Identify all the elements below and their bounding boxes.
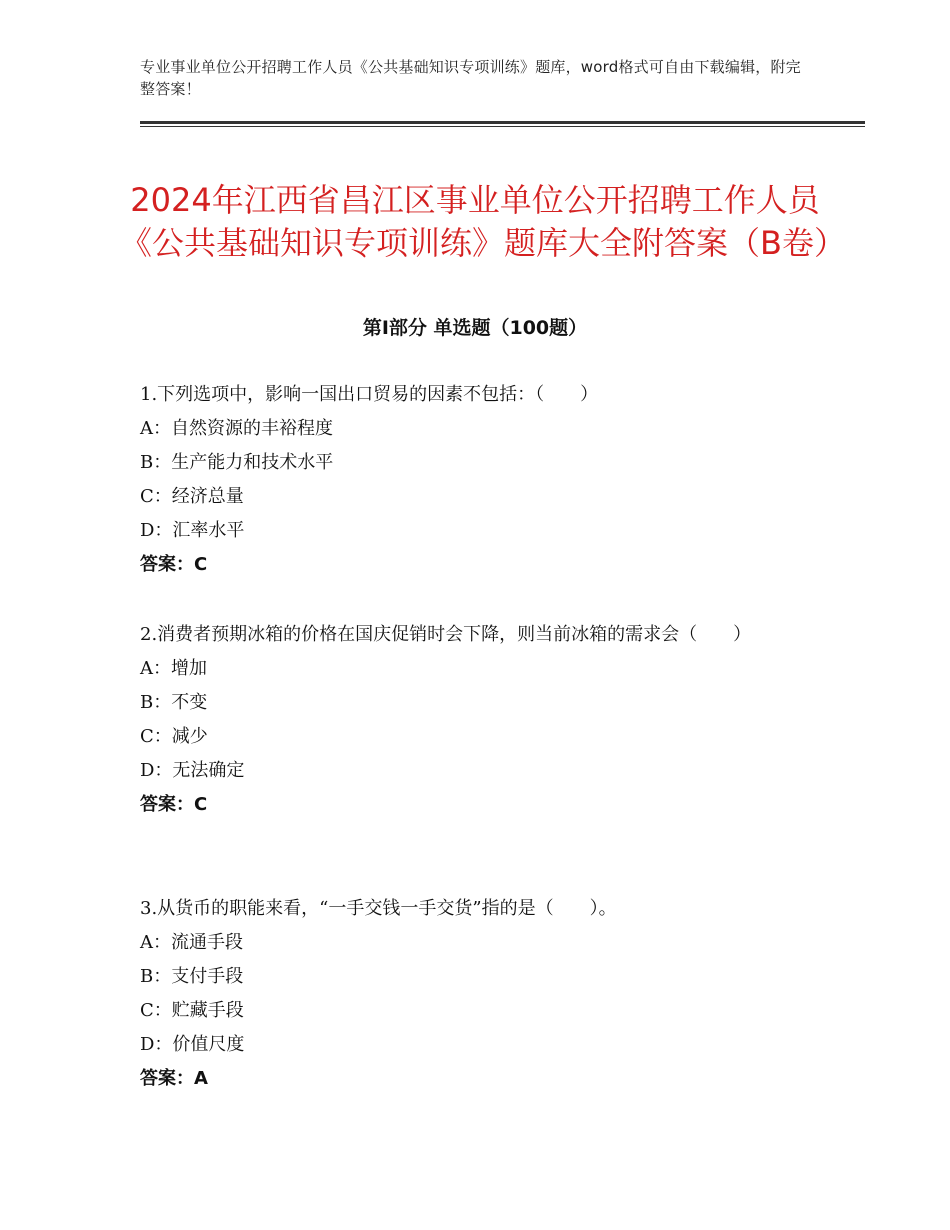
- option-d: D：汇率水平: [140, 520, 245, 541]
- option-c: C：贮藏手段: [140, 1000, 244, 1021]
- option-b: B：生产能力和技术水平: [140, 452, 334, 473]
- question-stem: 2.消费者预期冰箱的价格在国庆促销时会下降，则当前冰箱的需求会（ ）: [140, 624, 752, 645]
- option-a: A：流通手段: [140, 932, 243, 953]
- section-title: 第Ⅰ部分 单选题（100题）: [362, 317, 588, 339]
- document-title: 2024年江西省昌江区事业单位公开招聘工作人员《公共基础知识专项训练》题库大全附答案（B卷）: [120, 181, 846, 263]
- question-3: [140, 892, 820, 1096]
- option-d: D：价值尺度: [140, 1034, 245, 1055]
- option-b: B：支付手段: [140, 966, 244, 987]
- answer: 答案：C: [140, 794, 208, 815]
- header-rule-thin: [140, 126, 865, 127]
- option-b: B：不变: [140, 692, 208, 713]
- question-stem: 3.从货币的职能来看，“一手交钱一手交货”指的是（ ）。: [140, 898, 617, 919]
- answer: 答案：C: [140, 554, 208, 575]
- option-c: C：经济总量: [140, 486, 244, 507]
- option-a: A：增加: [140, 658, 207, 679]
- option-c: C：减少: [140, 726, 208, 747]
- question-2: [140, 618, 820, 822]
- option-a: A：自然资源的丰裕程度: [140, 418, 333, 439]
- option-d: D：无法确定: [140, 760, 245, 781]
- question-1: [140, 378, 820, 582]
- question-stem: 1.下列选项中，影响一国出口贸易的因素不包括：（ ）: [140, 384, 599, 405]
- answer: 答案：A: [140, 1068, 208, 1089]
- header-rule-thick: [140, 121, 865, 124]
- header-note: 专业事业单位公开招聘工作人员《公共基础知识专项训练》题库，word格式可自由下载编辑，附完整答案！: [140, 58, 801, 98]
